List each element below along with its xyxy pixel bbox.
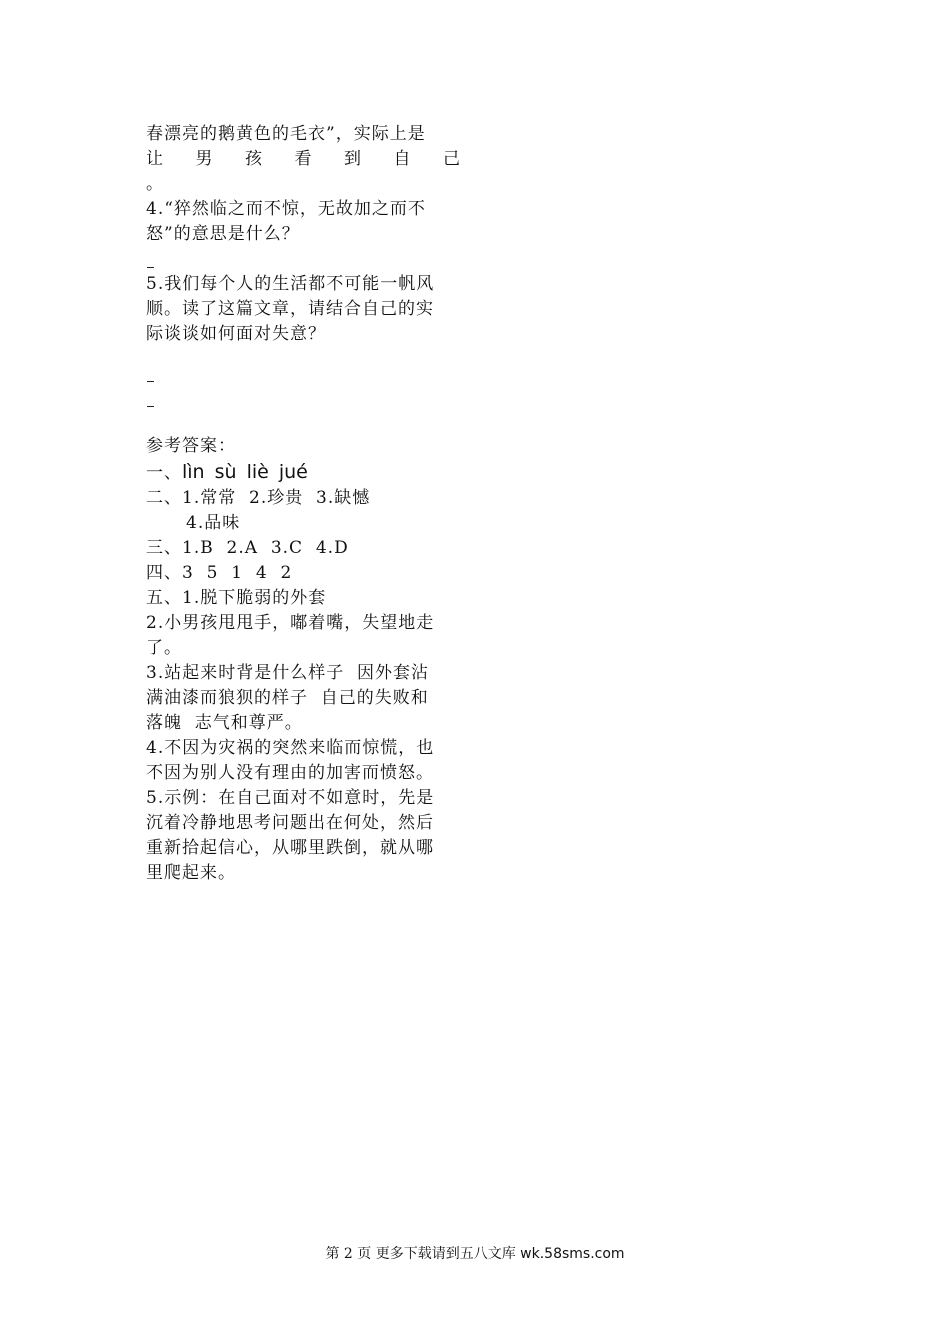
answer-section-5-3: 3.站起来时背是什么样子 因外套沾	[146, 663, 430, 683]
question-5-line: 5.我们每个人的生活都不可能一帆风	[146, 274, 435, 294]
justified-char: 己	[443, 149, 461, 169]
answer-section-5-5: 重新拾起信心，从哪里跌倒，就从哪	[146, 838, 434, 858]
section-prefix: 一、	[146, 463, 182, 483]
answer-section-5-3: 落魄 志气和尊严。	[146, 713, 303, 733]
question-4-line: 怒”的意思是什么？	[146, 224, 300, 244]
question-5-line: 际谈谈如何面对失意？	[146, 324, 326, 344]
answers-heading: 参考答案：	[146, 436, 236, 456]
answer-section-1	[146, 459, 461, 486]
answer-section-3: 三、1.B 2.A 3.C 4.D	[146, 538, 349, 558]
answer-section-4: 四、3 5 1 4 2	[146, 563, 293, 583]
justified-char: 自	[393, 149, 412, 169]
pinyin-word: jué	[278, 461, 308, 483]
question-5-line: 顺。读了这篇文章，请结合自己的实	[146, 299, 434, 319]
footer-text: 第 2 页 更多下载请到五八文库	[325, 1246, 521, 1262]
answer-section-5-5: 沉着冷静地思考问题出在何处，然后	[146, 813, 434, 833]
justified-line	[146, 147, 461, 172]
pinyin-word: lìn	[182, 461, 205, 483]
question-4-line: 4.“猝然临之而不惊，无故加之而不	[146, 199, 426, 219]
answer-section-5-2: 了。	[146, 638, 182, 658]
answer-section-5-1: 五、1.脱下脆弱的外套	[146, 588, 327, 608]
justified-char: 到	[344, 149, 362, 169]
footer-site-link[interactable]: wk.58sms.com	[520, 1246, 625, 1262]
answer-section-5-5: 里爬起来。	[146, 863, 236, 883]
answer-section-5-4: 4.不因为灾祸的突然来临而惊慌，也	[146, 738, 435, 758]
answer-section-2: 二、1.常常 2.珍贵 3.缺憾	[146, 488, 371, 508]
pinyin-word: liè	[246, 461, 269, 483]
main-text-column	[146, 122, 461, 886]
answer-section-5-2: 2.小男孩甩甩手，嘟着嘴，失望地走	[146, 613, 435, 633]
answer-section-5-5: 5.示例：在自己面对不如意时，先是	[146, 788, 435, 808]
answer-section-5-3: 满油漆而狼狈的样子 自己的失败和	[146, 688, 429, 708]
justified-char: 让	[146, 149, 164, 169]
spacer	[146, 347, 461, 361]
spacer	[146, 411, 461, 434]
answer-section-5-4: 不因为别人没有理由的加害而愤怒。	[146, 763, 434, 783]
justified-char: 男	[195, 149, 214, 169]
justified-char: 孩	[245, 149, 263, 169]
question-continuation-line: 春漂亮的鹅黄色的毛衣”，实际上是	[146, 124, 426, 144]
answer-section-2-cont: 4.品味	[186, 513, 241, 533]
question-continuation-end: 。	[146, 174, 164, 194]
justified-char: 看	[294, 149, 313, 169]
answer-blank	[146, 361, 461, 386]
pinyin-word: sù	[214, 461, 237, 483]
answer-blank	[146, 386, 461, 411]
page-footer	[0, 1243, 950, 1263]
answer-blank	[146, 247, 461, 272]
